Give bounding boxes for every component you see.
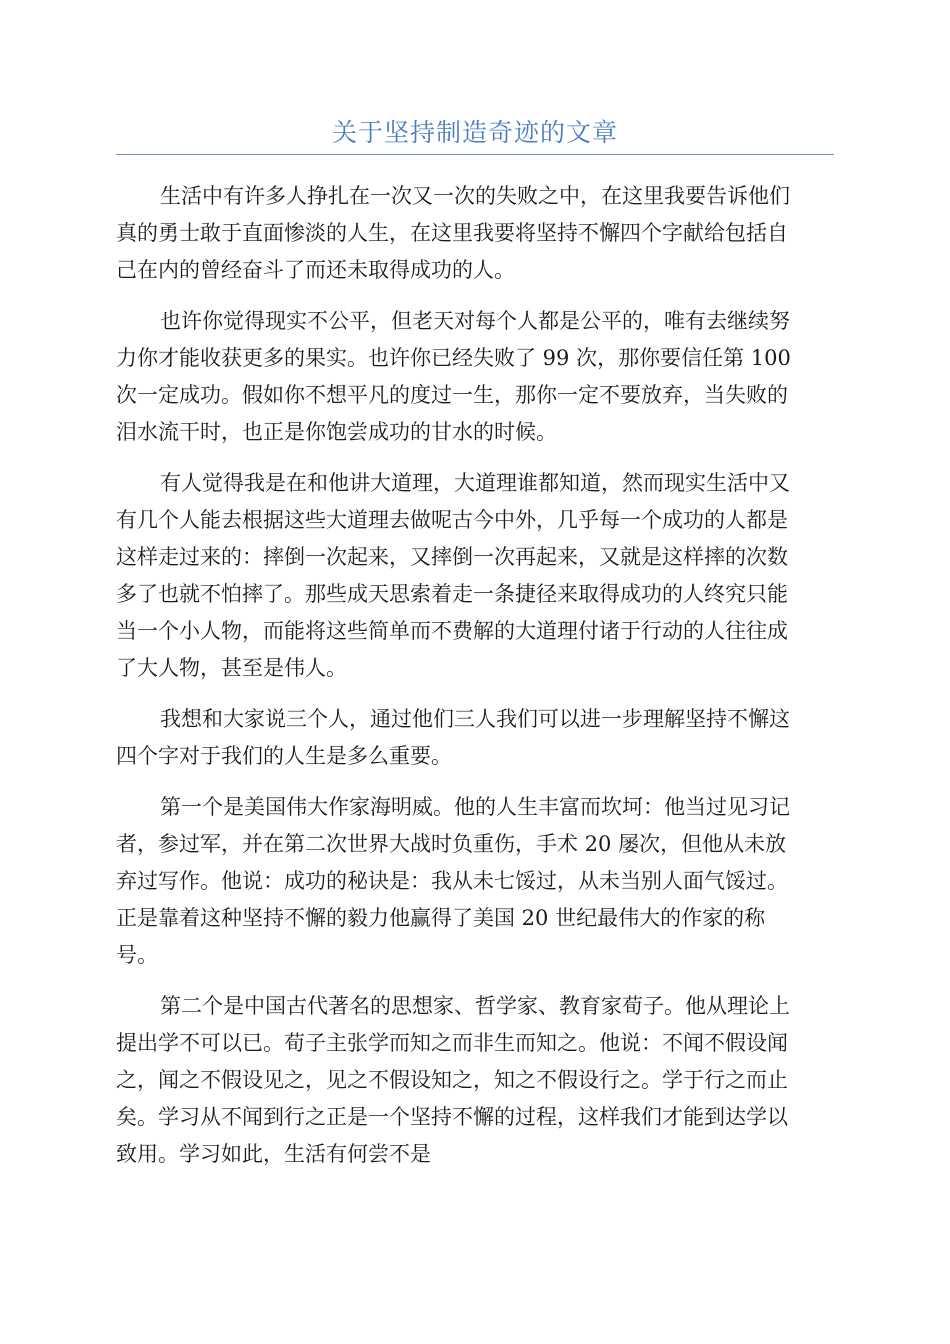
text-line: 弃过写作。他说：成功的秘诀是：我从未七馁过，从未当别人面气馁过。 [116,869,788,893]
text-line: 有几个人能去根据这些大道理去做呢古今中外，几乎每一个成功的人都是 [116,508,788,532]
text-line: 第一个是美国伟大作家海明威。他的人生丰富而坎坷：他当过见习记 [160,795,790,819]
text-line: 提出学不可以已。荀子主张学而知之而非生而知之。他说：不闻不假设闻 [116,1031,788,1055]
paragraph [116,178,834,289]
paragraph [116,303,834,451]
text-line: 者，参过军，并在第二次世界大战时负重伤，手术 20 屡次，但他从未放 [116,832,787,856]
document-title: 关于坚持制造奇迹的文章 [331,118,618,147]
text-line: 多了也就不怕摔了。那些成天思索着走一条捷径来取得成功的人终究只能 [116,582,788,606]
text-line: 力你才能收获更多的果实。也许你已经失败了 99 次，那你要信任第 100 [116,346,791,370]
text-line: 也许你觉得现实不公平，但老天对每个人都是公平的，唯有去继续努 [160,309,790,333]
text-line: 第二个是中国古代著名的思想家、哲学家、教育家荀子。他从理论上 [160,994,790,1018]
text-line: 己在内的曾经奋斗了而还未取得成功的人。 [116,258,515,282]
paragraph [116,988,834,1173]
text-line: 正是靠着这种坚持不懈的毅力他赢得了美国 20 世纪最伟大的作家的称 [116,906,766,930]
text-line: 了大人物，甚至是伟人。 [116,656,347,680]
paragraph [116,789,834,974]
text-line: 真的勇士敢于直面惨淡的人生，在这里我要将坚持不懈四个字献给包括自 [116,221,788,245]
text-line: 生活中有许多人挣扎在一次又一次的失败之中，在这里我要告诉他们 [160,184,790,208]
text-line: 致用。学习如此，生活有何尝不是 [116,1142,431,1166]
text-line: 次一定成功。假如你不想平凡的度过一生，那你一定不要放弃，当失败的 [116,383,788,407]
text-line: 矣。学习从不闻到行之正是一个坚持不懈的过程，这样我们才能到达学以 [116,1105,788,1129]
text-line: 泪水流干时，也正是你饱尝成功的甘水的时候。 [116,420,557,444]
text-line: 有人觉得我是在和他讲大道理，大道理谁都知道，然而现实生活中又 [160,471,790,495]
text-line: 我想和大家说三个人，通过他们三人我们可以进一步理解坚持不懈这 [160,707,790,731]
paragraph [116,465,834,687]
text-line: 当一个小人物，而能将这些简单而不费解的大道理付诸于行动的人往往成 [116,619,788,643]
text-line: 号。 [116,943,158,967]
text-line: 这样走过来的：摔倒一次起来，又摔倒一次再起来，又就是这样摔的次数 [116,545,788,569]
document-body [116,178,834,1187]
text-line: 四个字对于我们的人生是多么重要。 [116,744,452,768]
paragraph [116,701,834,775]
text-line: 之，闻之不假设见之，见之不假设知之，知之不假设行之。学于行之而止 [116,1068,788,1092]
title-underline [116,154,834,155]
